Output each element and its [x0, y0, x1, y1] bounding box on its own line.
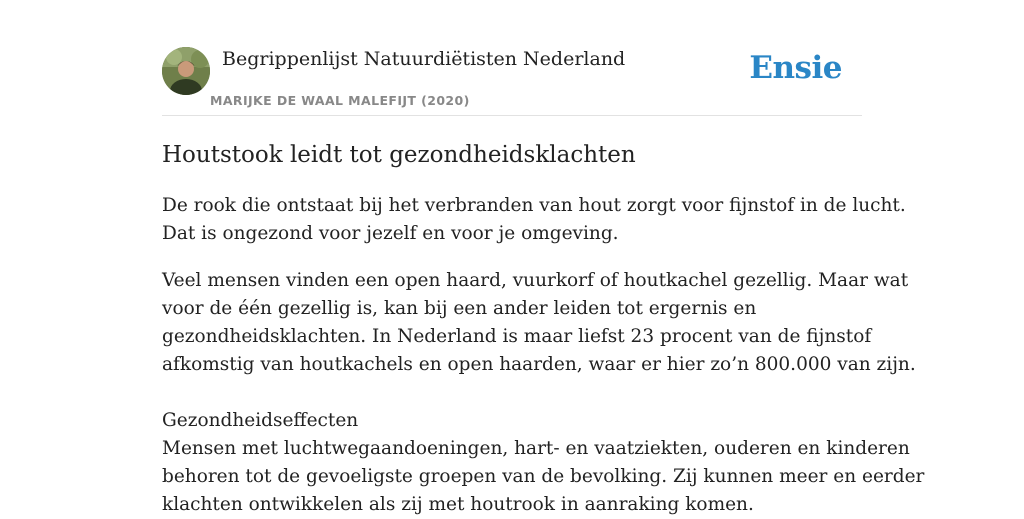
- paragraph-line: De rook die ontstaat bij het verbranden van hout zorgt voor fijnstof in de lucht.: [162, 195, 906, 216]
- paragraph-line: behoren tot de gevoeligste groepen van de bevolking. Zij kunnen meer en eerder: [162, 466, 925, 487]
- paragraph-line: Veel mensen vinden een open haard, vuurkorf of houtkachel gezellig. Maar wat: [162, 270, 909, 291]
- author-byline: MARIJKE DE WAAL MALEFIJT (2020): [210, 93, 470, 108]
- author-avatar[interactable]: [162, 47, 210, 95]
- paragraph-line: Mensen met luchtwegaandoeningen, hart- en vaatziekten, ouderen en kinderen: [162, 438, 910, 459]
- article-paragraph: [162, 267, 916, 379]
- publication-title[interactable]: Begrippenlijst Natuurdiëtisten Nederland: [222, 48, 626, 70]
- article-paragraph: [162, 192, 906, 248]
- article-paragraph: [162, 407, 925, 519]
- brand-logo[interactable]: Ensie: [749, 50, 842, 86]
- paragraph-line: voor de één gezellig is, kan bij een ander leiden tot ergernis en: [162, 298, 757, 319]
- article-card: [162, 0, 925, 515]
- article-header: [162, 0, 862, 116]
- author-photo-icon: [162, 47, 210, 95]
- article-title: Houtstook leidt tot gezondheidsklachten: [162, 142, 636, 168]
- section-subheading: Gezondheidseffecten: [162, 410, 359, 431]
- paragraph-line: afkomstig van houtkachels en open haarden, waar er hier zo’n 800.000 van zijn.: [162, 354, 916, 375]
- paragraph-line: gezondheidsklachten. In Nederland is maar liefst 23 procent van de fijnstof: [162, 326, 872, 347]
- paragraph-line: klachten ontwikkelen als zij met houtrook in aanraking komen.: [162, 494, 754, 515]
- paragraph-line: Dat is ongezond voor jezelf en voor je omgeving.: [162, 223, 619, 244]
